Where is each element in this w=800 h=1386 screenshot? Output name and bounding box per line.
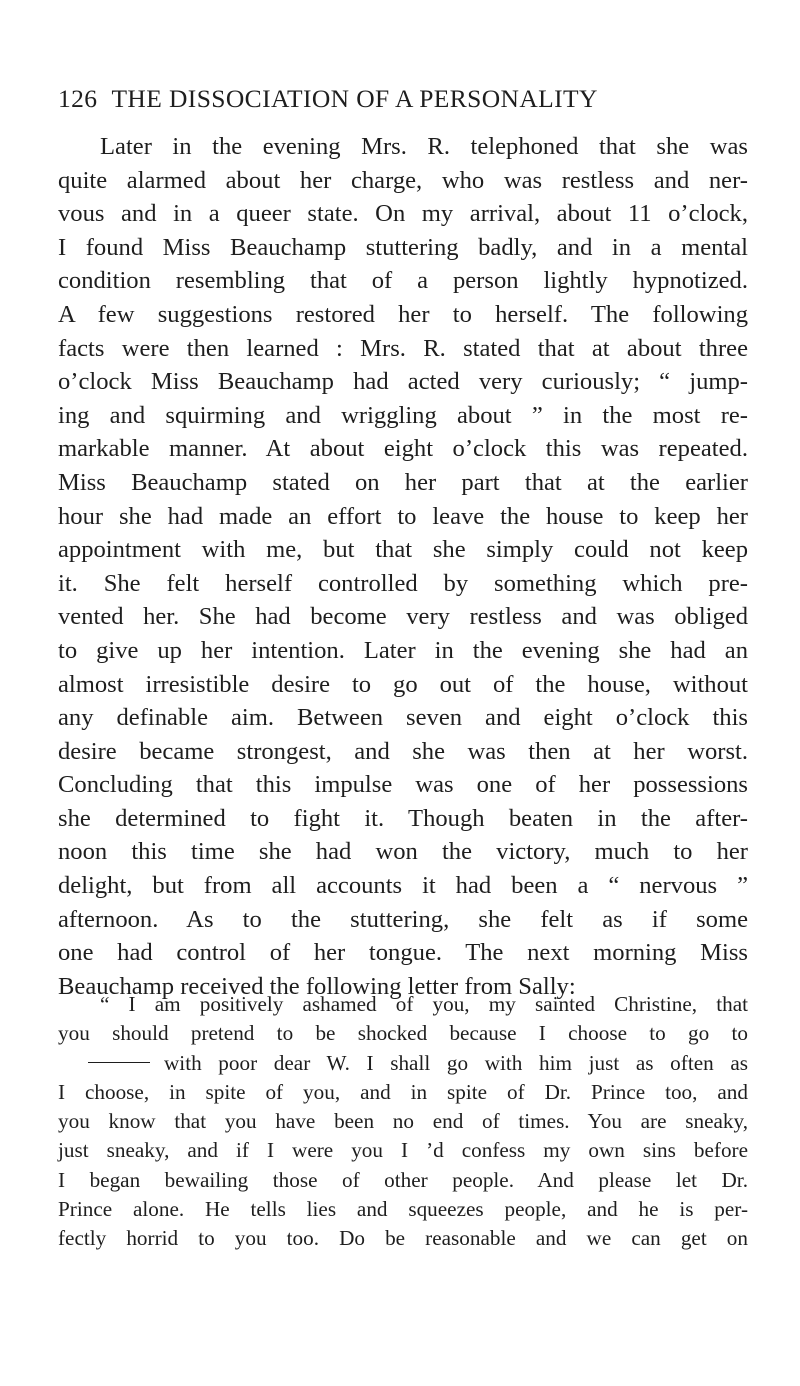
body-line: desire became strongest, and she was then at her worst. (58, 737, 748, 765)
body-line: noon this time she had won the victory, much to her (58, 838, 748, 866)
page-number: 126 (58, 84, 98, 113)
body-line: afternoon. As to the stuttering, she felt as if some (58, 905, 748, 933)
letter-line: I choose, in spite of you, and in spite of Dr. Prince too, and (58, 1079, 748, 1104)
letter-line: with poor dear W. I shall go with him just as often as (58, 1049, 748, 1078)
body-line: Concluding that this impulse was one of her possessions (58, 771, 748, 799)
body-line: o’clock Miss Beauchamp had acted very curiously; “ jump- (58, 368, 748, 396)
running-title: THE DISSOCIATION OF A PERSONALITY (111, 84, 598, 113)
body-line: one had control of her tongue. The next morning Miss (58, 939, 748, 967)
body-line: almost irresistible desire to go out of the house, without (58, 670, 748, 698)
body-line: condition resembling that of a person lightly hypnotized. (58, 267, 748, 295)
body-line: Later in the evening Mrs. R. telephoned that she was (100, 133, 748, 160)
body-line: appointment with me, but that she simply could not keep (58, 536, 748, 564)
body-line: ing and squirming and wriggling about ” in the most re- (58, 401, 748, 429)
letter-line: you should pretend to be shocked because I choose to go to (58, 1021, 748, 1046)
body-line: Miss Beauchamp stated on her part that at the earlier (58, 468, 748, 496)
body-line: delight, but from all accounts it had been a “ nervous ” (58, 872, 748, 900)
body-line: Beauchamp received the following letter from Sally: (58, 972, 576, 1000)
body-line: hour she had made an effort to leave the house to keep her (58, 502, 748, 530)
letter-line: just sneaky, and if I were you I ’d confess my own sins before (58, 1138, 748, 1163)
body-line: facts were then learned : Mrs. R. stated that at about three (58, 334, 748, 362)
letter-line: “ I am positively ashamed of you, my sainted Christine, that (100, 992, 748, 1016)
running-header (58, 84, 748, 116)
letter-line: I began bewailing those of other people. And please let Dr. (58, 1167, 748, 1192)
letter-line: fectly horrid to you too. Do be reasonable and we can get on (58, 1226, 748, 1251)
body-line: I found Miss Beauchamp stuttering badly, and in a mental (58, 233, 748, 261)
letter-line: Prince alone. He tells lies and squeezes people, and he is per- (58, 1197, 748, 1222)
body-line: quite alarmed about her charge, who was restless and ner- (58, 166, 748, 194)
body-line: to give up her intention. Later in the evening she had an (58, 636, 748, 664)
body-line: she determined to fight it. Though beaten in the after- (58, 804, 748, 832)
body-line: vous and in a queer state. On my arrival, about 11 o’clock, (58, 200, 748, 228)
body-line: it. She felt herself controlled by something which pre- (58, 569, 748, 597)
body-paragraph (58, 130, 748, 1003)
letter-quotation (58, 990, 748, 1254)
body-line: any definable aim. Between seven and eight o’clock this (58, 704, 748, 732)
body-line: A few suggestions restored her to herself. The following (58, 300, 748, 328)
letter-line: you know that you have been no end of times. You are sneaky, (58, 1109, 748, 1134)
body-line: vented her. She had become very restless and was obliged (58, 603, 748, 631)
body-line: markable manner. At about eight o’clock this was repeated. (58, 435, 748, 463)
